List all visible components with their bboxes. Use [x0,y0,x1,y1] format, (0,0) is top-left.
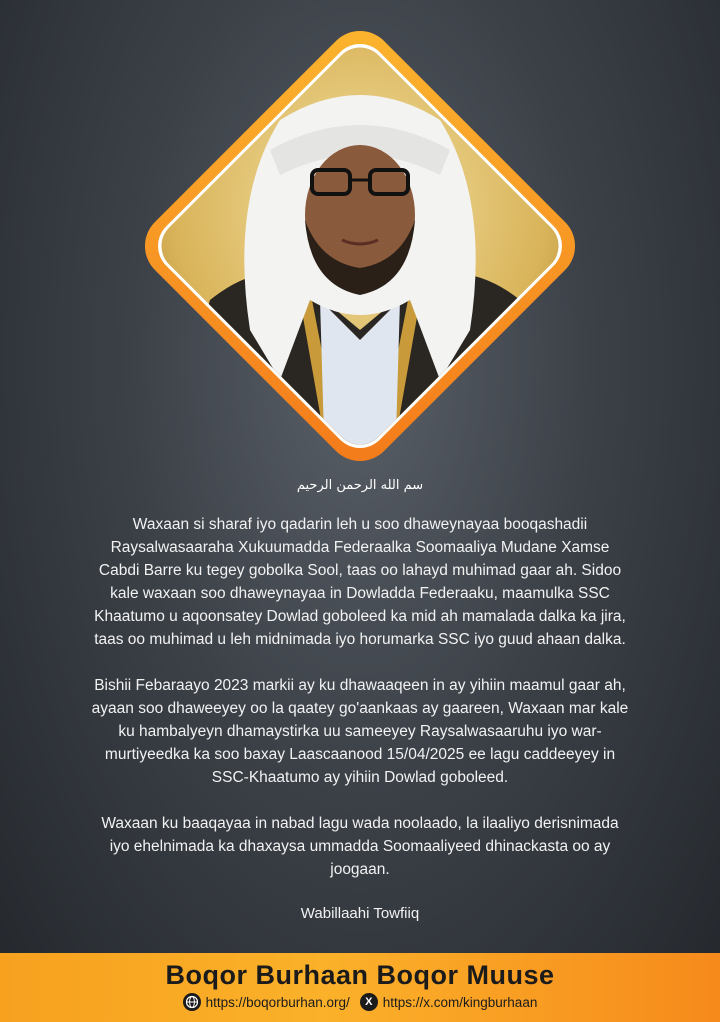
paragraph-2: Bishii Febaraayo 2023 markii ay ku dhawaaqeen in ay yihiin maamul gaar ah, ayaan soo dhaweeyey oo la qaatey go'aankaas ay gaareen, Waxaan mar kale ku hambalyeyn dhamaystirka uu sameeyey Raysalwasaaruhu iyo war-murtiyeedka ka soo baxay Laascaanood 15/04/2025 ee lagu caddeeyey in SSC-Khaatumo ay yihiin Dowlad goboleed. [91,677,629,786]
x-logo-icon: X [360,993,378,1011]
footer-bar [0,953,720,1022]
website-url[interactable]: https://boqorburhan.org/ [205,994,350,1010]
twitter-link[interactable] [360,993,538,1011]
statement-body [90,513,630,904]
footer-links [0,993,720,1011]
portrait-frame [0,0,720,480]
globe-icon [183,993,201,1011]
website-link[interactable] [183,993,350,1011]
paragraph-3: Waxaan ku baaqayaa in nabad lagu wada noolaado, la ilaaliyo derisnimada iyo ehelnimada ka dhaxaysa ummadda Soomaaliyeed dhinackasta oo ay joogaan. [101,815,619,878]
twitter-url[interactable]: https://x.com/kingburhaan [382,994,538,1010]
paragraph-1: Waxaan si sharaf iyo qadarin leh u soo dhaweynayaa booqashadii Raysalwasaaraha Xukuumadda Federaalka Soomaaliya Mudane Xamse Cabdi Barre ku tegey gobolka Sool, taas oo lahayd muhimad gaar ah. Sidoo kale waxaan soo dhaweynayaa in Dowladda Federaaku, maamulka SSC Khaatumo u aqoonsatey Dowlad goboleed ka mid ah mamalada dalka ka jira, taas oo muhimad u leh midnimada iyo horumarka SSC iyo guud ahaan dalka. [94,516,626,648]
author-name: Boqor Burhaan Boqor Muuse [165,960,555,990]
signoff: Wabillaahi Towfiiq [300,905,420,922]
bismillah-heading: سم الله الرحمن الرحيم [296,478,424,493]
portrait-photo [0,0,720,480]
